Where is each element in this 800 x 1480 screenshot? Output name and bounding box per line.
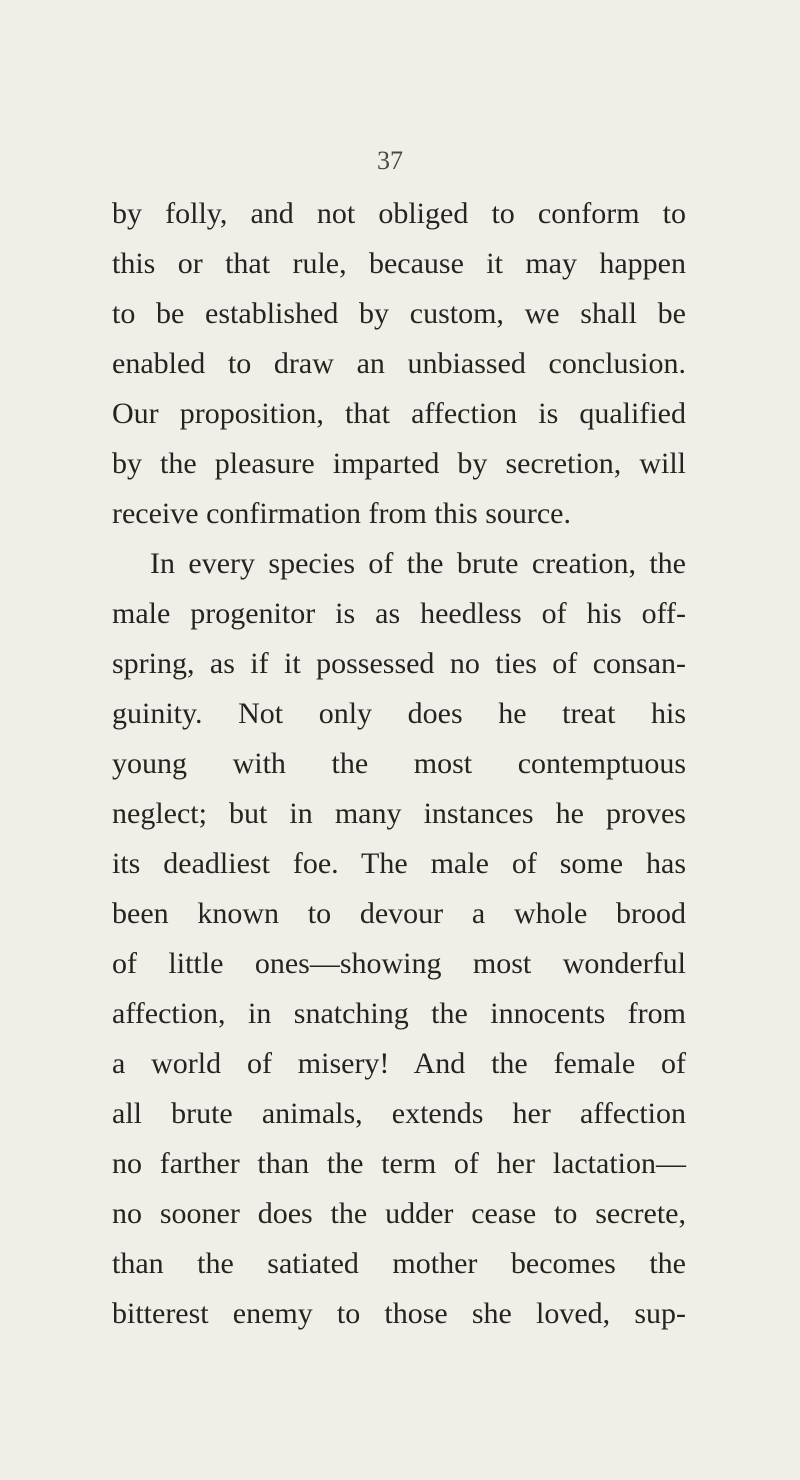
text-line-5: Our proposition, that affection is qualified bbox=[112, 397, 686, 430]
text-line-23: bitterest enemy to those she loved, sup- bbox=[112, 1297, 686, 1330]
text-line-2: this or that rule, because it may happen bbox=[112, 247, 686, 280]
text-line-11: guinity. Not only does he treat his bbox=[112, 697, 686, 730]
text-line-20: no farther than the term of her lactation— bbox=[112, 1147, 686, 1180]
text-line-15: been known to devour a whole brood bbox=[112, 897, 686, 930]
text-line-13: neglect; but in many instances he proves bbox=[112, 797, 686, 830]
text-line-4: enabled to draw an unbiassed conclusion. bbox=[112, 347, 686, 380]
text-line-16: of little ones—showing most wonderful bbox=[112, 947, 686, 980]
text-line-19: all brute animals, extends her affection bbox=[112, 1097, 686, 1130]
text-line-6: by the pleasure imparted by secretion, will bbox=[112, 447, 686, 480]
text-line-22: than the satiated mother becomes the bbox=[112, 1247, 686, 1280]
page-number: 37 bbox=[377, 146, 403, 175]
text-line-9: male progenitor is as heedless of his off- bbox=[112, 597, 686, 630]
text-line-8: In every species of the brute creation, the bbox=[150, 547, 686, 580]
text-line-10: spring, as if it possessed no ties of consan- bbox=[112, 647, 686, 680]
text-line-18: a world of misery! And the female of bbox=[112, 1047, 686, 1080]
text-line-3: to be established by custom, we shall be bbox=[112, 297, 686, 330]
text-line-1: by folly, and not obliged to conform to bbox=[112, 197, 686, 230]
text-line-17: affection, in snatching the innocents from bbox=[112, 997, 686, 1030]
text-line-7: receive confirmation from this source. bbox=[112, 497, 571, 530]
text-line-12: young with the most contemptuous bbox=[112, 747, 686, 780]
text-line-21: no sooner does the udder cease to secrete, bbox=[112, 1197, 686, 1230]
text-line-14: its deadliest foe. The male of some has bbox=[112, 847, 686, 880]
